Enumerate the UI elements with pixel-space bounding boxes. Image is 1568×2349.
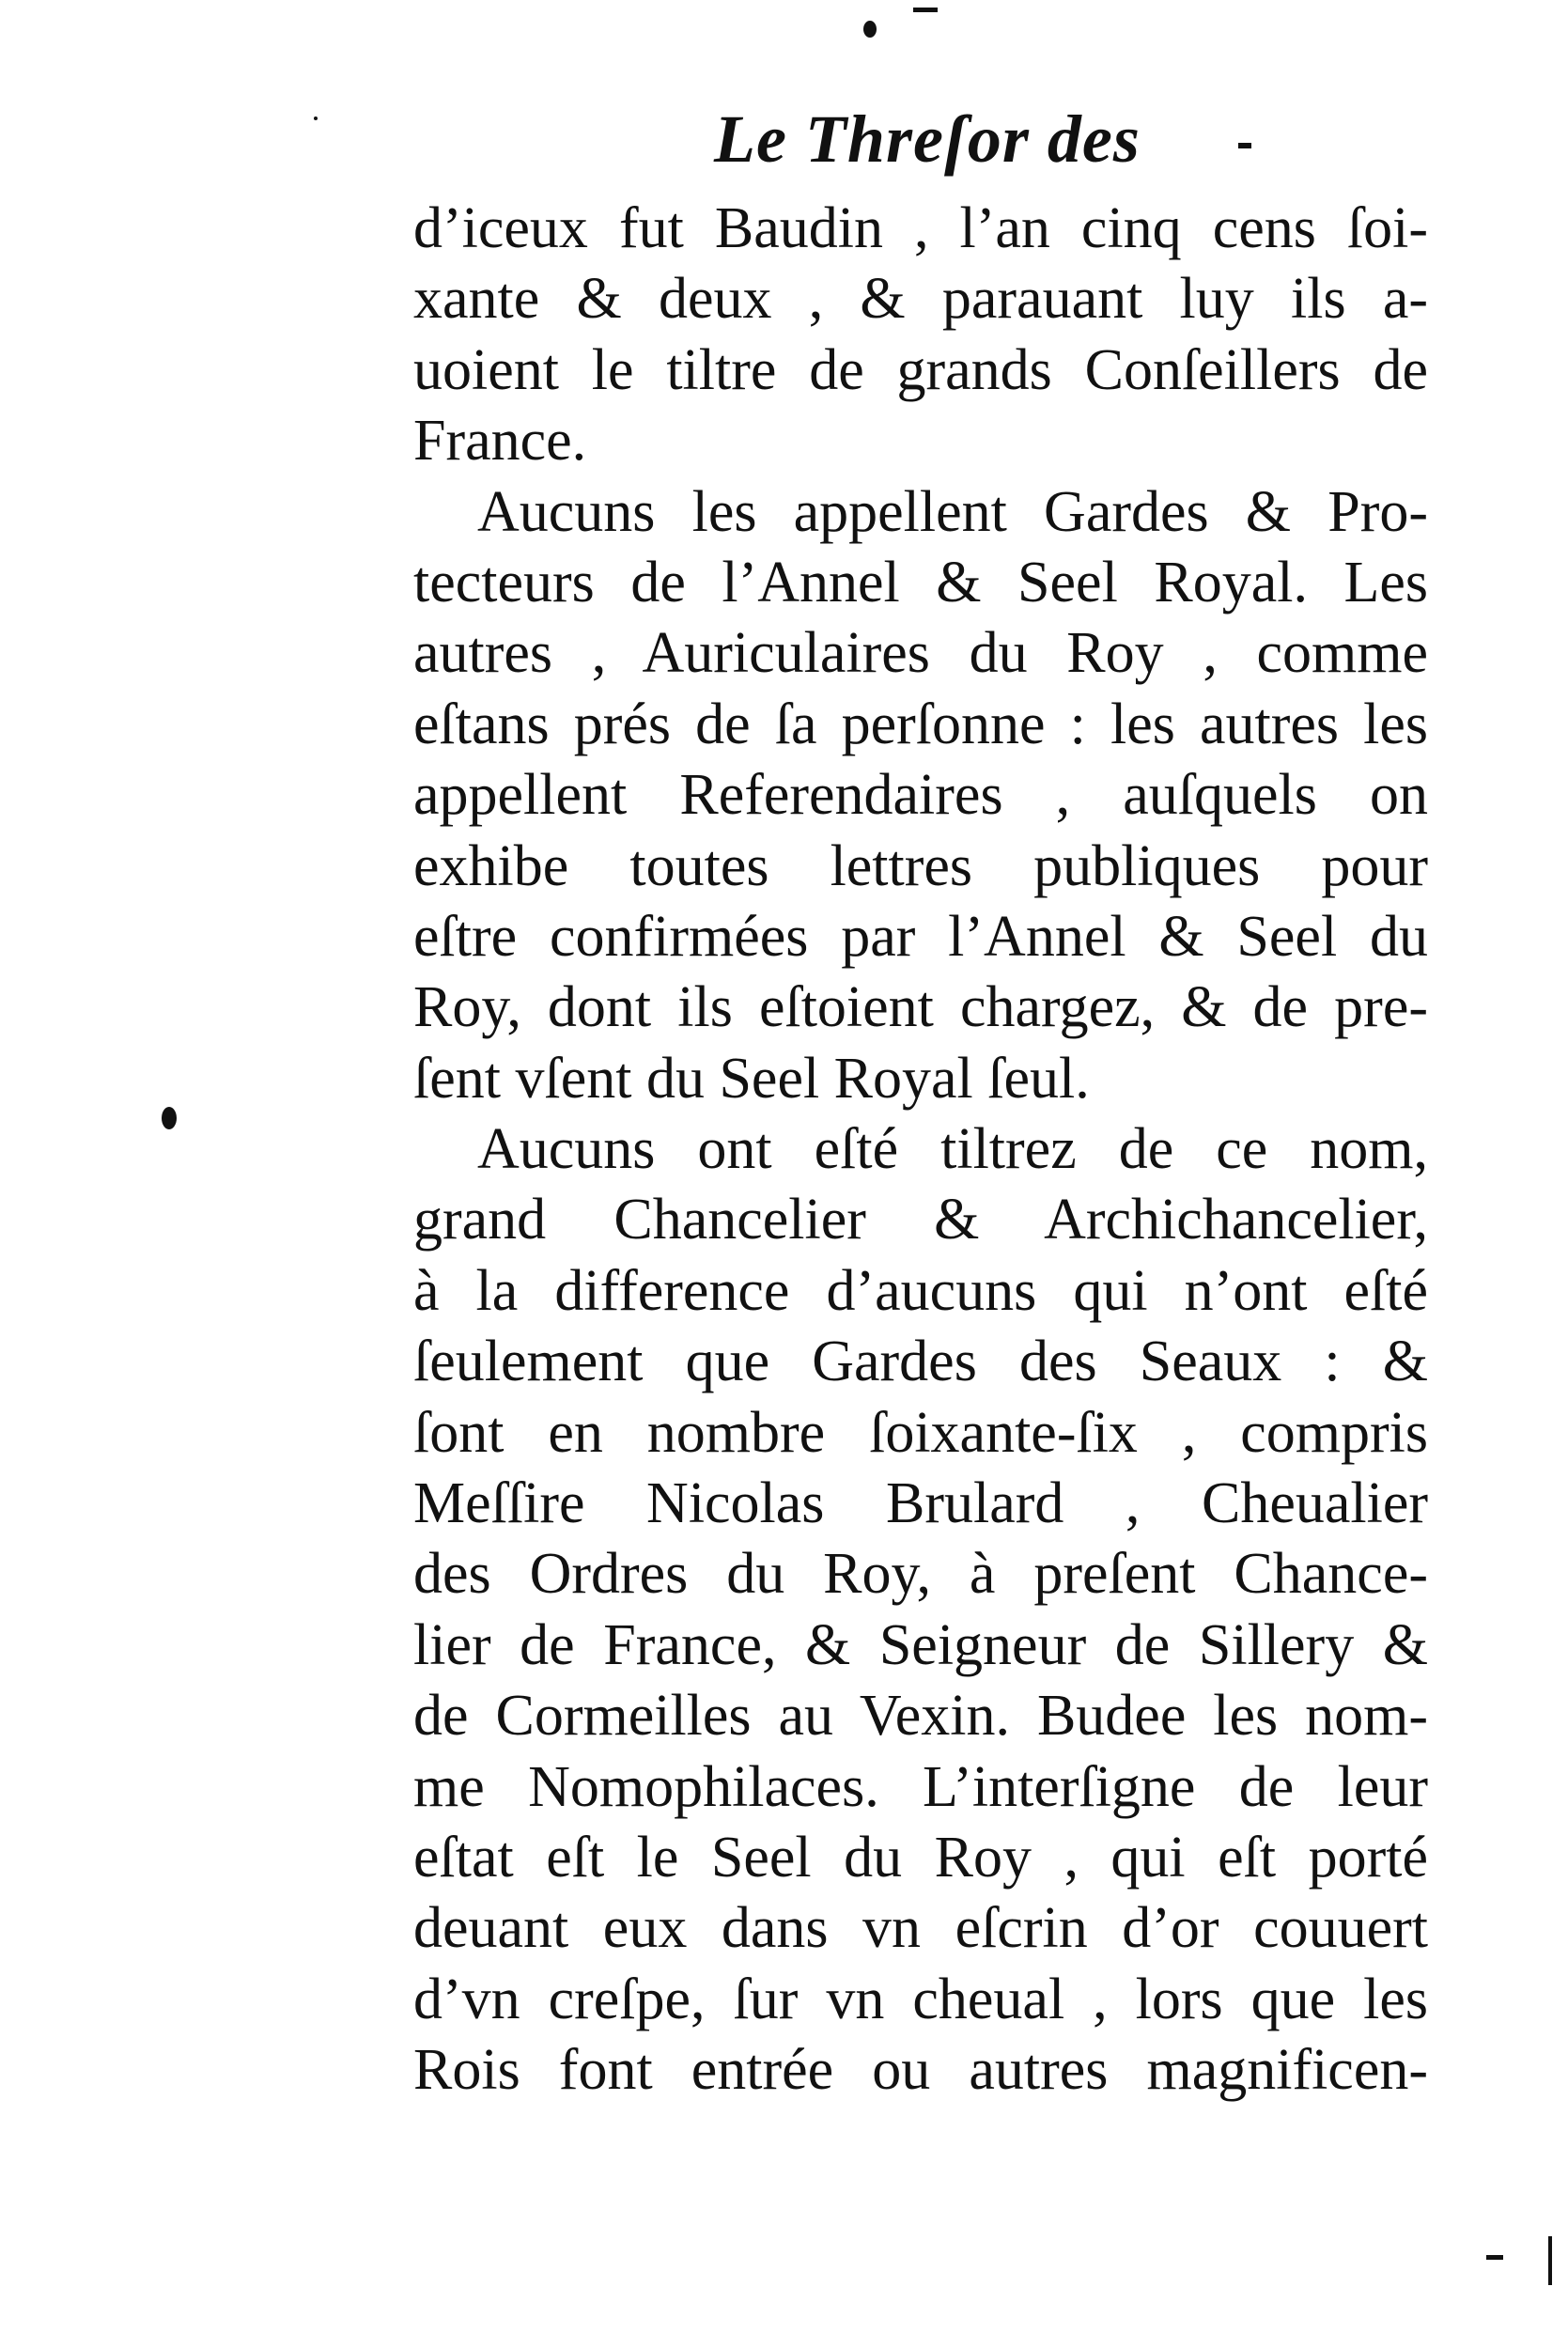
text-line: exhibe toutes lettres publiques pour	[413, 833, 1428, 898]
text-line: tecteurs de l’Annel & Seel Royal. Les	[413, 550, 1428, 614]
text-line: appellent Referendaires , auſquels on	[413, 763, 1428, 828]
ink-mark	[1486, 2255, 1503, 2260]
ink-speck	[314, 117, 318, 120]
text-line: Meſſire Nicolas Brulard , Cheualier	[413, 1471, 1428, 1536]
text-line: d’vn creſpe, ſur vn cheual , lors que les	[413, 1967, 1428, 2031]
ink-speck	[863, 21, 877, 38]
text-line: deuant eux dans vn eſcrin d’or couuert	[413, 1896, 1428, 1961]
text-line: d’iceux fut Baudin , l’an cinq cens ſoi-	[413, 196, 1428, 260]
text-line: xante & deux , & parauant luy ils a-	[413, 267, 1428, 332]
text-line: eſtre confirmées par l’Annel & Seel du	[413, 904, 1428, 969]
text-line: autres , Auriculaires du Roy , comme	[413, 621, 1428, 686]
text-line: eſtat eſt le Seel du Roy , qui eſt porté	[413, 1825, 1428, 1890]
text-line: uoient le tiltre de grands Conſeillers de	[413, 337, 1428, 402]
ink-speck	[162, 1107, 177, 1129]
text-line: France.	[413, 409, 587, 474]
text-line: Aucuns ont eſté tiltrez de ce nom,	[477, 1117, 1428, 1182]
text-line: des Ordres du Roy, à preſent Chance-	[413, 1542, 1428, 1607]
text-line: ſeulement que Gardes des Seaux : &	[413, 1330, 1428, 1394]
body-text	[413, 194, 1428, 2107]
text-line: lier de France, & Seigneur de Sillery &	[413, 1612, 1428, 1677]
running-head: Le Threſor des	[714, 101, 1141, 177]
text-line: Roy, dont ils eſtoient chargez, & de pre-	[413, 975, 1428, 1040]
text-line: Rois font entrée ou autres magnificen-	[413, 2038, 1428, 2103]
text-line: grand Chancelier & Archichancelier,	[413, 1188, 1428, 1252]
text-line: me Nomophilaces. L’interſigne de leur	[413, 1754, 1428, 1819]
text-line: Aucuns les appellent Gardes & Pro-	[477, 479, 1428, 544]
text-line: ſent vſent du Seel Royal ſeul.	[413, 1046, 1090, 1111]
text-line: à la difference d’aucuns qui n’ont eſté	[413, 1258, 1428, 1323]
text-line: eſtans prés de ſa perſonne : les autres les	[413, 692, 1428, 756]
text-line: ſont en nombre ſoixante-ſix , compris	[413, 1400, 1428, 1465]
text-line: de Cormeilles au Vexin. Budee les nom-	[413, 1684, 1428, 1749]
ink-mark	[1548, 2236, 1552, 2285]
ink-mark	[1238, 143, 1251, 148]
ink-mark	[913, 8, 938, 12]
